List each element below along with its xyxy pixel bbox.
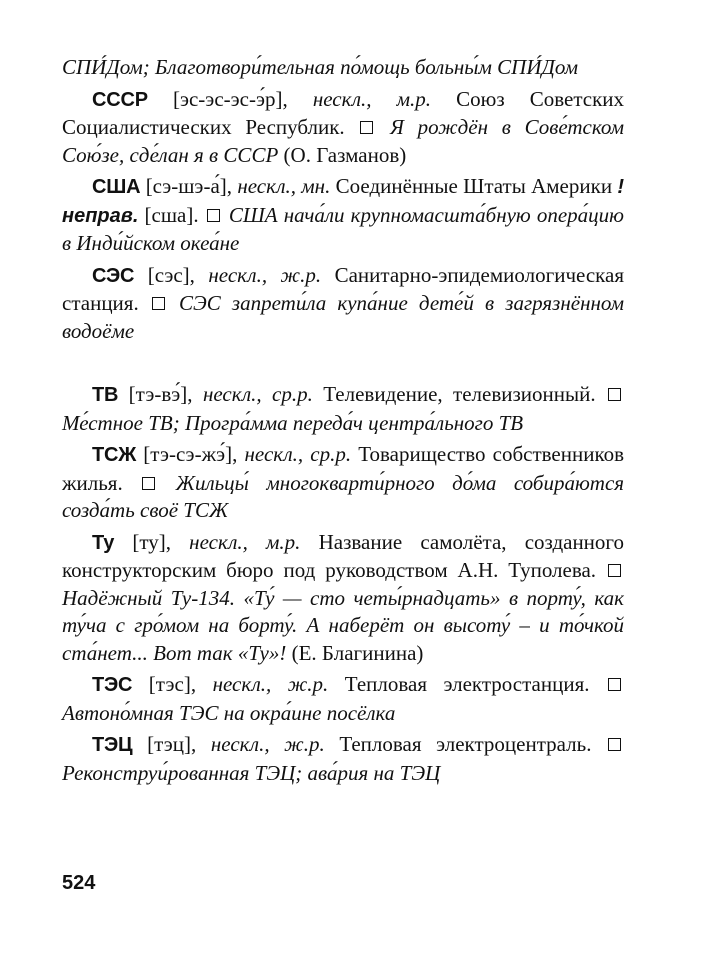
definition: Название самолёта, созданного конструкторским бюро под руководством А.Н. Туполева. (62, 529, 625, 582)
pronunciation-incorrect: [сша]. (144, 202, 199, 227)
headword: Ту (92, 531, 115, 554)
example-square-icon (608, 388, 621, 401)
example: Ме́стное ТВ; Програ́мма переда́ч центра́льного ТВ (62, 410, 524, 435)
example: Реконструи́рованная ТЭЦ; ава́рия на ТЭЦ (62, 760, 441, 785)
continuation-example: СПИ́Дом; Благотвори́тельная по́мощь больны́м СПИ́Дом (62, 55, 578, 79)
example: Автоно́мная ТЭС на окра́ине посёлка (62, 700, 396, 725)
pronunciation: [сэс], (147, 262, 195, 287)
example: Надёжный Ту-134. «Ту́ — сто четы́рнадцать» в порту́, как ту́ча с гро́мом на борту́. А наберёт он высоту́ – и то́чкой ста́нет... Вот так «Ту»! (62, 585, 624, 665)
example-square-icon (608, 564, 621, 577)
entry-sssr (62, 86, 624, 170)
headword: США (92, 176, 141, 198)
grammar-note: нескл., ж.р. (212, 672, 329, 696)
pronunciation: [тэц], (147, 732, 197, 756)
definition: Тепловая электроцентраль. (339, 732, 592, 756)
example-square-icon (152, 297, 165, 310)
example-square-icon (608, 678, 621, 691)
headword: СССР (92, 88, 148, 111)
entry-tets (62, 731, 624, 787)
definition: Соединённые Штаты Америки (335, 174, 613, 198)
author: (Е. Благинина) (291, 640, 424, 665)
example: США нача́ли крупномасшта́бную опера́цию в Инди́йском океа́не (62, 202, 624, 255)
entry-tes (62, 671, 624, 727)
pronunciation: [тэс], (148, 672, 197, 696)
pronunciation: [тэ-сэ-жэ́], (143, 442, 238, 466)
headword: ТСЖ (92, 444, 137, 466)
headword: ТЭС (92, 674, 133, 696)
headword: ТВ (92, 384, 119, 406)
grammar-note: нескл., ж.р. (210, 732, 325, 756)
entry-tszh (62, 441, 624, 525)
section-gap (62, 349, 624, 381)
grammar-note: нескл., м.р. (312, 86, 432, 111)
continuation-text (62, 54, 624, 82)
pronunciation: [эс-эс-эс-э́р], (172, 86, 288, 111)
author: (О. Газманов) (283, 142, 407, 167)
pronunciation: [ту], (132, 529, 171, 554)
definition: Тепловая электростанция. (344, 672, 590, 696)
entry-tv (62, 381, 624, 437)
grammar-note: нескл., ср.р. (244, 442, 352, 466)
headword: ТЭЦ (92, 734, 133, 756)
example: Жильцы́ многокварти́рного до́ма собира́ются созда́ть своё ТСЖ (62, 470, 625, 522)
example-square-icon (207, 209, 220, 222)
example-square-icon (608, 738, 621, 751)
example: Я рождён в Сове́тском Сою́зе, сде́лан я в СССР (62, 115, 624, 167)
entry-ses (62, 262, 624, 346)
example-square-icon (142, 477, 155, 490)
entry-usa (62, 173, 624, 258)
pronunciation: [сэ-шэ-а́], (145, 174, 233, 198)
grammar-note: нескл., м.р. (189, 529, 301, 554)
grammar-note: нескл., ж.р. (208, 262, 322, 287)
example-square-icon (360, 121, 373, 134)
grammar-note: нескл., мн. (237, 174, 331, 198)
entry-tu (62, 529, 624, 668)
definition: Санитарно-эпидемиологическая станция. (62, 262, 625, 315)
definition: Телевидение, телевизионный. (323, 382, 596, 406)
example: СЭС запрети́ла купа́ние дете́й в загрязнённом водоёме (62, 291, 625, 343)
definition: Товарищество собственников жилья. (62, 442, 625, 495)
grammar-note: нескл., ср.р. (202, 382, 313, 406)
page-number: 524 (62, 872, 96, 894)
definition: Союз Советских Социалистических Республик. (62, 86, 625, 139)
dictionary-page (62, 54, 624, 791)
headword: СЭС (92, 264, 135, 287)
pronunciation: [тэ-вэ́], (128, 382, 193, 406)
incorrect-warning: ! неправ. (62, 176, 625, 227)
